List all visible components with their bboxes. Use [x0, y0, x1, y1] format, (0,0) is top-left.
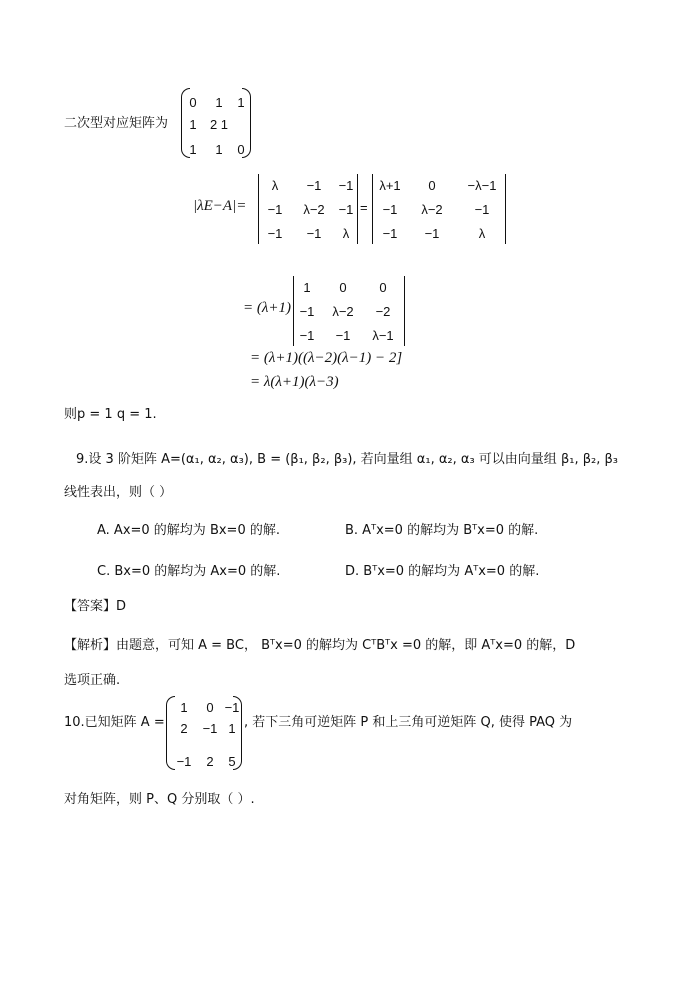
- matrix-cell: 1: [237, 95, 245, 110]
- matrix-cell: −1: [299, 328, 315, 343]
- matrix-cell: λ: [271, 178, 279, 193]
- matrix-cell: 1: [215, 142, 223, 157]
- matrix-cell: λ: [342, 226, 350, 241]
- matrix-cell: −1: [382, 226, 398, 241]
- matrix-cell: 0: [206, 700, 214, 715]
- matrix-cell: 1: [303, 280, 311, 295]
- matrix-cell: 0: [339, 280, 347, 295]
- q10-suffix: , 若下三角可逆矩阵 P 和上三角可逆矩阵 Q, 使得 PAQ 为: [244, 715, 573, 730]
- q9-option-d: D. Bᵀx=0 的解均为 Aᵀx=0 的解.: [345, 564, 540, 579]
- matrix-cell: −1: [382, 202, 398, 217]
- q9-stem: 9.设 3 阶矩阵 A=(α₁, α₂, α₃), B = (β₁, β₂, β₃), 若向量组 α₁, α₂, α₃ 可以由向量组 β₁, β₂, β₃: [76, 452, 618, 467]
- factor: = (λ+1): [243, 300, 291, 316]
- matrix-cell: 0: [237, 142, 245, 157]
- matrix-cell: −2: [375, 304, 391, 319]
- matrix-cell: 2 1: [209, 117, 229, 132]
- quadratic-form-label: 二次型对应矩阵为: [64, 116, 169, 131]
- matrix-cell: 1: [215, 95, 223, 110]
- q9-stem-cont: 线性表出，则（ ）: [64, 485, 173, 500]
- conclusion: 则p = 1 q = 1.: [64, 407, 157, 422]
- matrix-cell: −1: [267, 226, 283, 241]
- q9-option-b: B. Aᵀx=0 的解均为 Bᵀx=0 的解.: [345, 523, 539, 538]
- matrix-cell: −1: [338, 202, 354, 217]
- q9-answer: 【答案】D: [64, 599, 127, 614]
- matrix-cell: −1: [299, 304, 315, 319]
- result-line: = λ(λ+1)(λ−3): [250, 374, 339, 390]
- matrix-cell: −λ−1: [467, 178, 497, 193]
- matrix-cell: −1: [306, 178, 322, 193]
- matrix-cell: −1: [338, 178, 354, 193]
- matrix-cell: −1: [267, 202, 283, 217]
- matrix-cell: −1: [474, 202, 490, 217]
- right-delimiter: [505, 174, 506, 244]
- right-delimiter: [404, 276, 405, 346]
- quadratic-form-matrix: [181, 88, 251, 158]
- matrix-cell: 1: [228, 721, 236, 736]
- matrix-cell: −1: [176, 754, 192, 769]
- matrix-cell: 1: [189, 142, 197, 157]
- matrix-cell: −1: [202, 721, 218, 736]
- matrix-cell: 0: [428, 178, 436, 193]
- matrix-cell: −1: [306, 226, 322, 241]
- q10-matrix: [166, 696, 242, 770]
- q9-option-c: C. Bx=0 的解均为 Ax=0 的解.: [97, 564, 281, 579]
- determinant-3: [293, 276, 405, 346]
- expansion-line: = (λ+1)((λ−2)(λ−1) − 2]: [250, 350, 403, 366]
- matrix-cell: λ−1: [372, 328, 394, 343]
- det-lhs: |λE−A|=: [193, 198, 247, 214]
- matrix-cell: λ−2: [303, 202, 325, 217]
- matrix-cell: 2: [206, 754, 214, 769]
- equals-sign: =: [360, 200, 368, 215]
- matrix-cell: λ: [478, 226, 486, 241]
- matrix-cell: −1: [335, 328, 351, 343]
- matrix-cell: 1: [189, 117, 197, 132]
- matrix-cell: −1: [224, 700, 240, 715]
- q9-analysis-cont: 选项正确.: [64, 673, 121, 688]
- determinant-2: [372, 174, 506, 244]
- q10-prefix: 10.已知矩阵 A =: [64, 715, 165, 730]
- matrix-cell: 2: [180, 721, 188, 736]
- matrix-cell: 1: [180, 700, 188, 715]
- q9-option-a: A. Ax=0 的解均为 Bx=0 的解.: [97, 523, 280, 538]
- matrix-cell: 0: [189, 95, 197, 110]
- determinant-1: [258, 174, 358, 244]
- q10-stem-cont: 对角矩阵，则 P、Q 分别取（ ）.: [64, 792, 255, 807]
- matrix-cell: λ−2: [332, 304, 354, 319]
- q9-analysis: 【解析】由题意，可知 A = BC， Bᵀx=0 的解均为 CᵀBᵀx =0 的解，即 Aᵀx=0 的解，D: [64, 638, 576, 653]
- matrix-cell: λ+1: [379, 178, 401, 193]
- matrix-cell: 5: [228, 754, 236, 769]
- matrix-cell: −1: [424, 226, 440, 241]
- matrix-cell: λ−2: [421, 202, 443, 217]
- matrix-cell: 0: [379, 280, 387, 295]
